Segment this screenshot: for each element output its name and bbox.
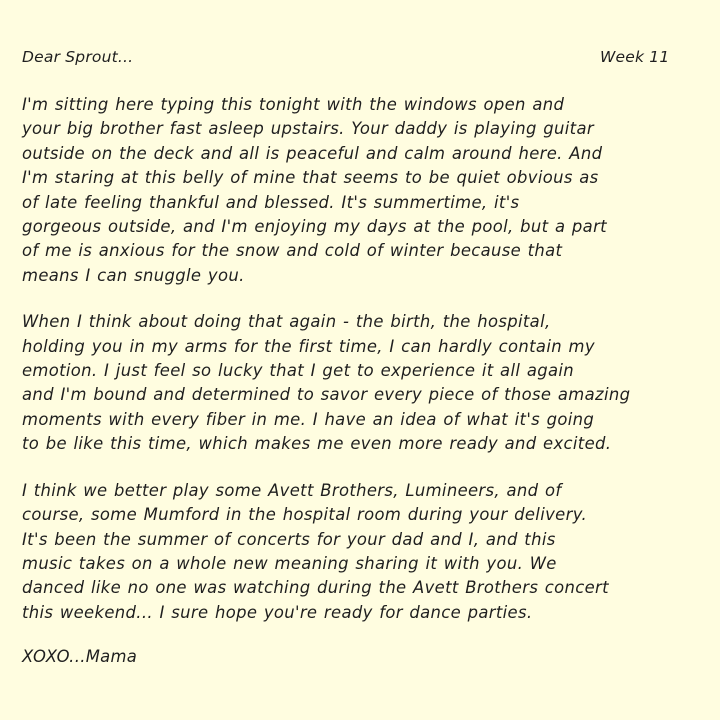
paragraph-line: gorgeous outside, and I'm enjoying my days at the pool, but a part: [22, 217, 607, 237]
salutation: Dear Sprout...: [22, 48, 134, 66]
paragraph-line: means I can snuggle you.: [22, 265, 245, 285]
paragraph-line: I think we better play some Avett Brothers, Lumineers, and of: [22, 480, 562, 500]
paragraph-line: moments with every fiber in me. I have an idea of what it's going: [22, 409, 595, 429]
paragraph-line: I'm staring at this belly of mine that seems to be quiet obvious as: [22, 168, 599, 188]
paragraph-1: [22, 93, 706, 288]
signoff: XOXO...Mama: [22, 647, 138, 667]
letter-header: [22, 44, 706, 74]
week-label: Week 11: [600, 48, 670, 66]
paragraph-line: to be like this time, which makes me even more ready and excited.: [22, 434, 612, 454]
paragraph-line: of me is anxious for the snow and cold of winter because that: [22, 241, 563, 261]
paragraph-line: your big brother fast asleep upstairs. Your daddy is playing guitar: [22, 119, 594, 139]
paragraph-line: danced like no one was watching during the Avett Brothers concert: [22, 578, 609, 598]
paragraph-line: holding you in my arms for the first time, I can hardly contain my: [22, 336, 595, 356]
paragraph-line: course, some Mumford in the hospital room during your delivery.: [22, 505, 588, 525]
paragraph-line: and I'm bound and determined to savor every piece of those amazing: [22, 385, 631, 405]
paragraph-line: this weekend... I sure hope you're ready for dance parties.: [22, 602, 533, 622]
paragraph-line: of late feeling thankful and blessed. It's summertime, it's: [22, 192, 520, 212]
paragraph-line: emotion. I just feel so lucky that I get to experience it all again: [22, 361, 575, 381]
letter-body: [22, 93, 706, 625]
paragraph-line: It's been the summer of concerts for your dad and I, and this: [22, 529, 556, 549]
paragraph-line: I'm sitting here typing this tonight with the windows open and: [22, 95, 565, 114]
paragraph-2: [22, 310, 706, 456]
paragraph-line: When I think about doing that again - the birth, the hospital,: [22, 312, 551, 332]
letter-page: [22, 44, 706, 684]
paragraph-line: outside on the deck and all is peaceful and calm around here. And: [22, 143, 603, 163]
paragraph-3: [22, 479, 706, 625]
paragraph-line: music takes on a whole new meaning sharing it with you. We: [22, 553, 557, 573]
